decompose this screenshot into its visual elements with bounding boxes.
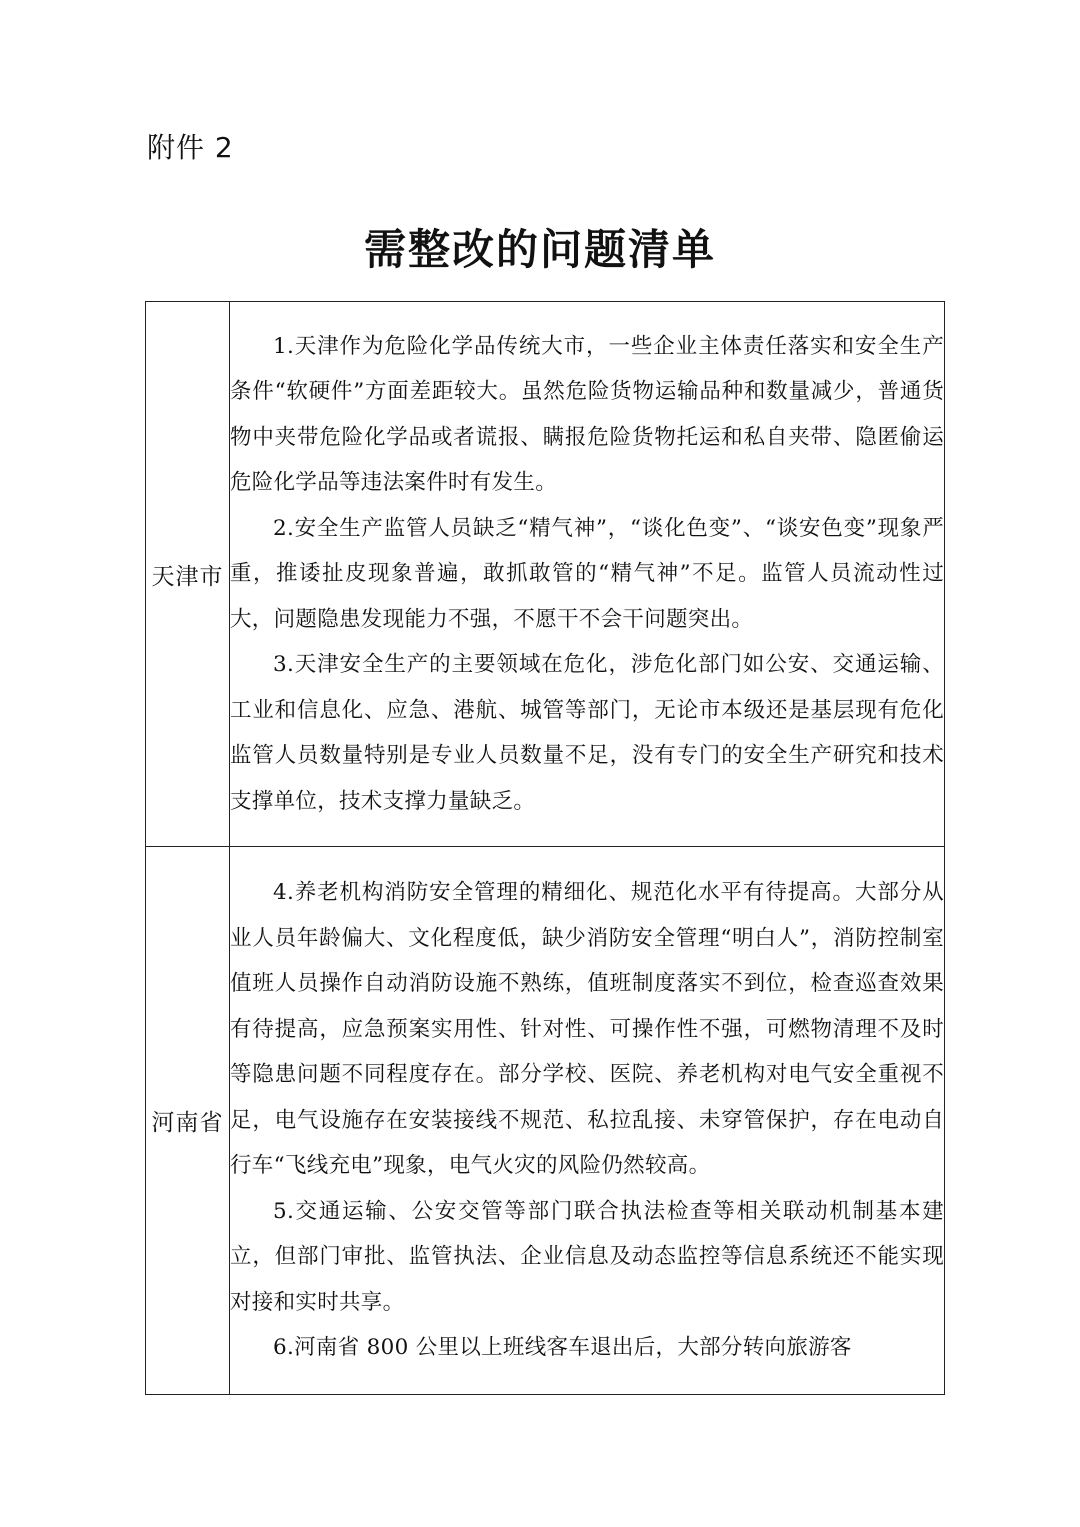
- issue-item-2: 2.安全生产监管人员缺乏“精气神”，“谈化色变”、“谈安色变”现象严重，推诿扯皮现象普遍，敢抓敢管的“精气神”不足。监管人员流动性过大，问题隐患发现能力不强，不愿干不会干问题突出。: [230, 515, 944, 632]
- issue-item-1: 1.天津作为危险化学品传统大市，一些企业主体责任落实和安全生产条件“软硬件”方面差距较大。虽然危险货物运输品种和数量减少，普通货物中夹带危险化学品或者谎报、瞒报危险货物托运和私自夹带、隐匿偷运危险化学品等违法案件时有发生。: [230, 333, 944, 496]
- issues-table: [145, 301, 945, 1395]
- document-title: 需整改的问题清单: [363, 225, 716, 274]
- issues-cell: [230, 302, 945, 847]
- table-row-tianjin: [146, 302, 945, 847]
- table-row-henan: [146, 847, 945, 1395]
- region-cell: 河南省: [146, 847, 230, 1395]
- issue-item-5: 5.交通运输、公安交管等部门联合执法检查等相关联动机制基本建立，但部门审批、监管执法、企业信息及动态监控等信息系统还不能实现对接和实时共享。: [230, 1198, 944, 1315]
- issue-item-6: 6.河南省 800 公里以上班线客车退出后，大部分转向旅游客: [273, 1335, 852, 1361]
- attachment-label: 附件 2: [147, 131, 234, 164]
- issue-item-4: 4.养老机构消防安全管理的精细化、规范化水平有待提高。大部分从业人员年龄偏大、文化程度低，缺少消防安全管理“明白人”，消防控制室值班人员操作自动消防设施不熟练，值班制度落实不到位，检查巡查效果有待提高，应急预案实用性、针对性、可操作性不强，可燃物清理不及时等隐患问题不同程度存在。部分学校、医院、养老机构对电气安全重视不足，电气设施存在安装接线不规范、私拉乱接、未穿管保护，存在电动自行车“飞线充电”现象，电气火灾的风险仍然较高。: [230, 880, 944, 1179]
- region-cell: 天津市: [146, 302, 230, 847]
- issue-item-3: 3.天津安全生产的主要领域在危化，涉危化部门如公安、交通运输、工业和信息化、应急、港航、城管等部门，无论市本级还是基层现有危化监管人员数量特别是专业人员数量不足，没有专门的安全生产研究和技术支撑单位，技术支撑力量缺乏。: [230, 652, 944, 814]
- issues-cell: [230, 847, 945, 1395]
